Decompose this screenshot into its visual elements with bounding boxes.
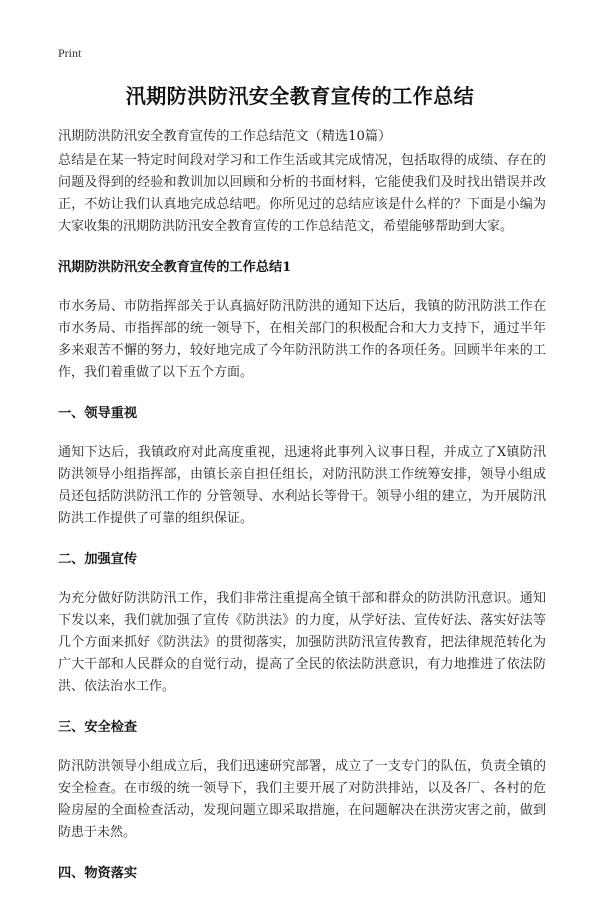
section-heading-publicity: 二、加强宣传 [58, 552, 138, 567]
article-heading: 汛期防洪防汛安全教育宣传的工作总结1 [58, 260, 292, 275]
section-body-publicity: 为充分做好防洪防汛工作，我们非常注重提高全镇干部和群众的防洪防汛意识。通知下发以来，我们就加强了宣传《防洪法》的力度，从学好法、宣传好法、落实好法等几个方面来抓好《防洪法》的贯彻落实，加强防洪防汛宣传教育，把法律规范转化为广大干部和人民群众的自觉行动，提高了全民的依法防洪意识，有力地推进了依法防洪、依法治水工作。 [58, 591, 546, 694]
print-link[interactable]: Print [58, 46, 82, 60]
section-heading-inspection: 三、安全检查 [58, 720, 138, 735]
intro-paragraph: 总结是在某一特定时间段对学习和工作生活或其完成情况，包括取得的成绩、存在的问题及得到的经验和教训加以回顾和分析的书面材料，它能使我们及时找出错误并改正，不妨让我们认真地完成总结吧。你所见过的总结应该是什么样的？下面是小编为大家收集的汛期防洪防汛安全教育宣传的工作总结范文，希望能够帮助到大家。 [58, 153, 546, 234]
section-body-inspection: 防汛防洪领导小组成立后，我们迅速研究部署，成立了一支专门的队伍，负责全镇的安全检查。在市级的统一领导下，我们主要开展了对防洪排站，以及各厂、各村的危险房屋的全面检查活动，发现问题立即采取措施，在问题解决在洪涝灾害之前，做到防患于未然。 [58, 759, 546, 840]
section-heading-supplies: 四、物资落实 [58, 866, 138, 881]
document-body [58, 150, 546, 902]
page-title: 汛期防洪防汛安全教育宣传的工作总结 [125, 84, 475, 108]
section-heading-leadership: 一、领导重视 [58, 406, 138, 421]
document-subtitle: 汛期防洪防汛安全教育宣传的工作总结范文（精选10篇） [58, 129, 392, 144]
article-intro-paragraph: 市水务局、市防指挥部关于认真搞好防汛防洪的通知下达后，我镇的防汛防洪工作在市水务局、市指挥部的统一领导下，在相关部门的积极配合和大力支持下，通过半年多来艰苦不懈的努力，较好地完成了今年防汛防洪工作的各项任务。回顾半年来的工作，我们着重做了以下五个方面。 [58, 299, 546, 380]
section-body-leadership: 通知下达后，我镇政府对此高度重视，迅速将此事列入议事日程，并成立了X镇防汛防洪领导小组指挥部，由镇长亲自担任组长，对防汛防洪工作统筹安排，领导小组成员还包括防洪防汛工作的 分管领导、水利站长等骨干。领导小组的建立，为开展防汛防洪工作提供了可靠的组织保证。 [58, 445, 546, 526]
